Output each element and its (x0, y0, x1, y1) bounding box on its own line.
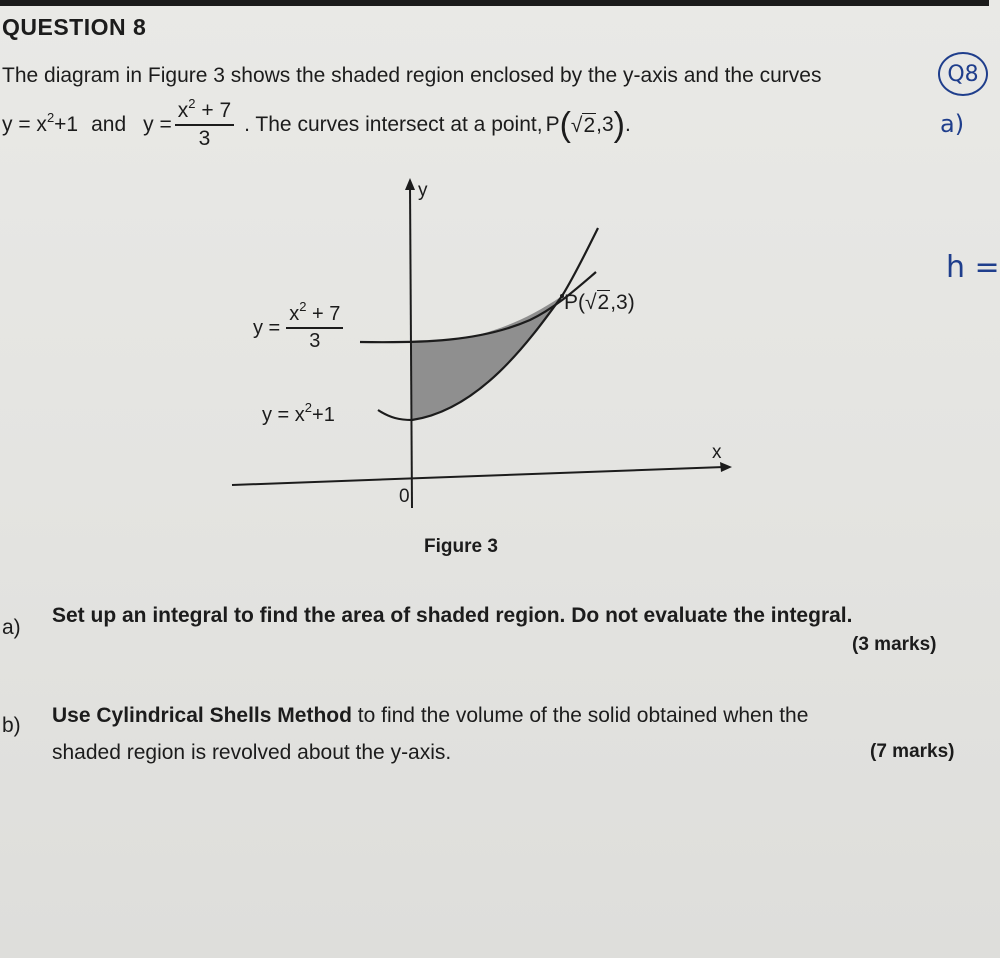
y-axis-arrow (405, 178, 415, 190)
intersection-sentence: . The curves intersect at a point, (244, 113, 543, 137)
part-b-marks: (7 marks) (870, 741, 955, 762)
part-a-marks: (3 marks) (852, 634, 937, 655)
point-p-label: P( √ 2 ,3) (564, 290, 635, 314)
figure-caption: Figure 3 (424, 536, 498, 557)
handwritten-h: h = (946, 250, 1000, 285)
y-axis-label: y (418, 180, 428, 201)
intersection-point: P ( √ 2 ,3 ) . (545, 106, 631, 145)
x-axis (232, 467, 724, 485)
x-axis-arrow (720, 462, 732, 472)
equation-upper: y = $\frac{x^2 + 7}{3}$ (143, 100, 237, 150)
equation-lower: $y = x^2+1$ (2, 110, 79, 137)
curve-upper-label: y = $\frac{x^2 + 7}{3}$ (253, 304, 346, 352)
part-a-label: a) (2, 616, 21, 639)
part-b-label: b) (2, 714, 21, 737)
y-axis (410, 186, 412, 508)
part-b-question-line1: Use Cylindrical Shells Method to find the volume of the solid obtained when the (52, 704, 809, 727)
curve-lower-label: $y = x^2+1$ (262, 400, 335, 426)
part-a-question: Set up an integral to find the area of shaded region. Do not evaluate the integral. (52, 604, 853, 627)
curve-upper (360, 272, 596, 342)
part-b-question-line2: shaded region is revolved about the y-axis. (52, 741, 452, 764)
question-title: QUESTION 8 (2, 14, 147, 40)
x-axis-label: x (712, 442, 722, 463)
handwritten-q8-badge: Q8 (938, 52, 988, 96)
origin-label: 0 (399, 486, 410, 507)
and-word: and (91, 113, 127, 137)
handwritten-part-a: a) (940, 110, 965, 138)
question-intro: The diagram in Figure 3 shows the shaded region enclosed by the y-axis and the curves (2, 64, 822, 87)
